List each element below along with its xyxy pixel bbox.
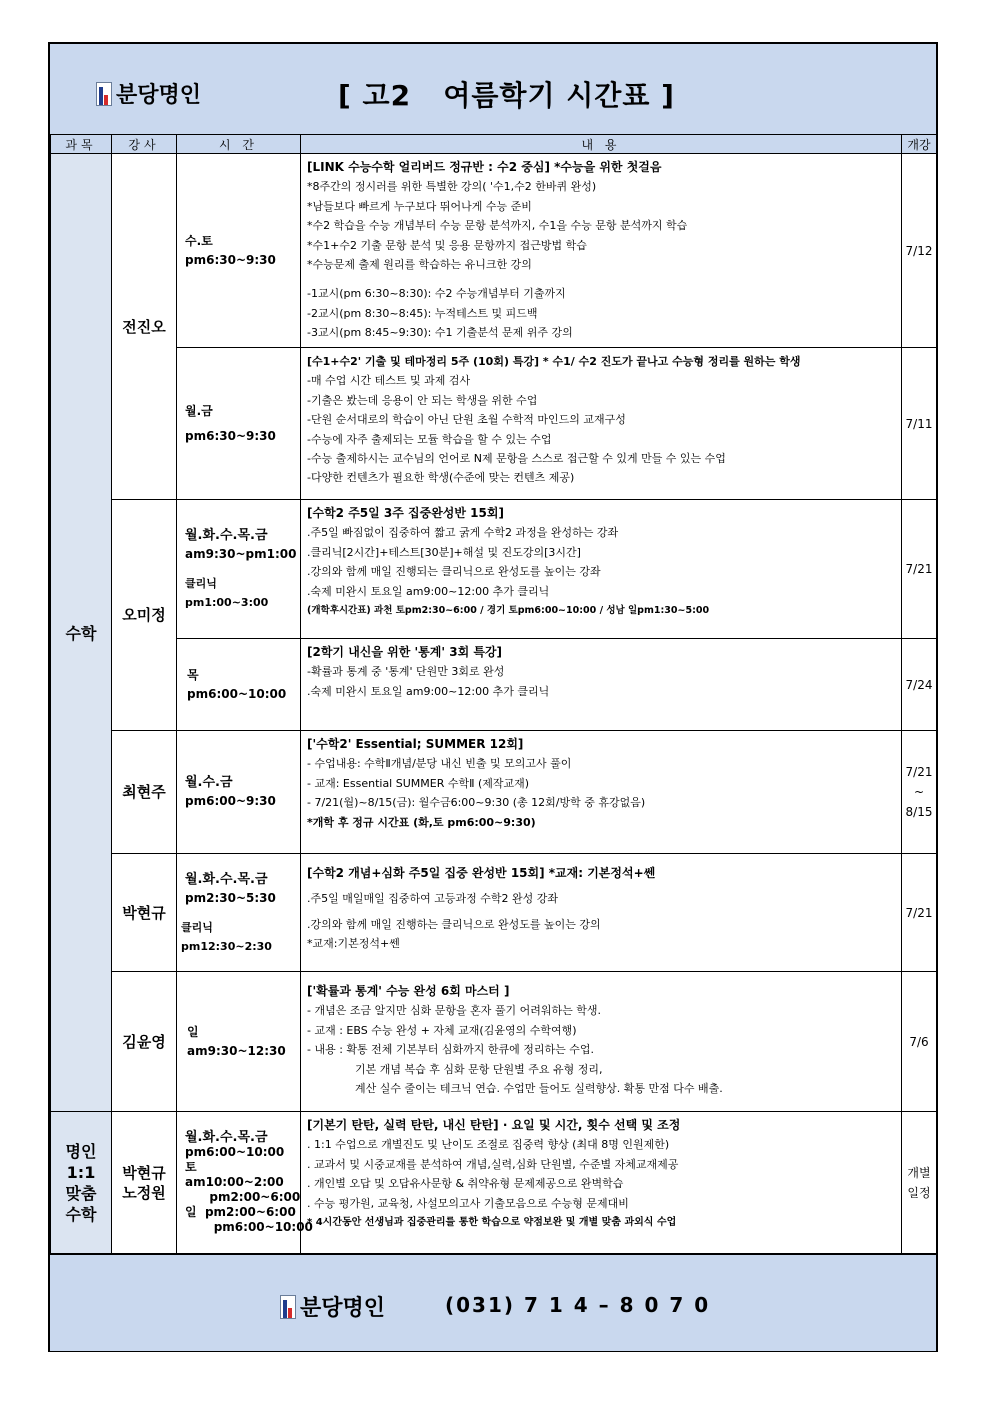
table-row bbox=[51, 154, 937, 348]
content-cell: [수학2 주5일 3주 집중완성반 15회] .주5일 빠짐없이 집중하여 짧고 굵게 수학2 과정을 완성하는 강좌 .클리닉[2시간]+테스트[30분]+해설 및 진도강의[3시간] .강의와 함께 매일 진행되는 클리닉으로 완성도를 높이는 강좌 .숙제 미완시 토요일 am9:00~12:00 추가 클리닉 (개학후시간표) 과천 토pm2:30~6:00 / 경기 토pm6:00~10:00 / 성남 일pm1:30~5:00 bbox=[301, 500, 902, 639]
column-header-time: 시 간 bbox=[177, 135, 301, 154]
subject-cell-math: 수학 bbox=[51, 154, 112, 1112]
footer-brand-name: 분당명인 bbox=[300, 1296, 386, 1321]
subject-cell-private: 명인 1:1 맞춤 수학 bbox=[51, 1112, 112, 1254]
schedule-table bbox=[50, 134, 937, 1254]
start-date-cell: 개별 일정 bbox=[902, 1112, 937, 1254]
content-cell: ['확률과 통계' 수능 완성 6회 마스터 ] - 개념은 조금 알지만 심화 문항을 혼자 풀기 어려워하는 학생. - 교재 : EBS 수능 완성 + 자체 교재(김윤영의 수학여행) - 내용 : 확통 전체 기본부터 심화까지 한큐에 정리하는 수업. 기본 개념 복습 후 심화 문항 단원별 주요 유형 정리, 계산 실수 줄이는 테크닉 연습. 수업만 들어도 실력향상. 확통 만점 다수 배출. bbox=[301, 972, 902, 1112]
brand-mark-icon bbox=[96, 82, 112, 106]
teacher-cell: 박현규 노정원 bbox=[112, 1112, 177, 1254]
brand-logo bbox=[96, 78, 201, 109]
table-row bbox=[51, 500, 937, 639]
time-cell: 목 pm6:00~10:00 bbox=[177, 639, 301, 731]
time-cell: 일 am9:30~12:30 bbox=[177, 972, 301, 1112]
teacher-cell: 김윤영 bbox=[112, 972, 177, 1112]
start-date-cell: 7/21 bbox=[902, 500, 937, 639]
content-cell: [2학기 내신을 위한 '통계' 3회 특강] -확률과 통계 중 '통계' 단원만 3회로 완성 .숙제 미완시 토요일 am9:00~12:00 추가 클리닉 bbox=[301, 639, 902, 731]
start-date-cell: 7/24 bbox=[902, 639, 937, 731]
content-cell: [LINK 수능수학 얼리버드 정규반 : 수2 중심] *수능을 위한 첫걸음 *8주간의 정시러를 위한 특별한 강의( '수1,수2 한바퀴 완성) *남들보다 빠르게 누구보다 뛰어나게 수능 준비 *수2 학습을 수능 개념부터 수능 문항 분석까지, 수1을 수능 문항 분석까지 학습 *수1+수2 기출 문항 분석 및 응용 문항까지 접근방법 학습 *수능문제 출제 원리를 학습하는 유니크한 강의 -1교시(pm 6:30~8:30): 수2 수능개념부터 기출까지 -2교시(pm 8:30~8:45): 누적테스트 및 피드백 -3교시(pm 8:45~9:30): 수1 기출분석 문제 위주 강의 bbox=[301, 154, 902, 348]
phone-number: (031) 7 1 4 – 8 0 7 0 bbox=[445, 1293, 711, 1317]
table-row bbox=[51, 348, 937, 500]
time-cell: 월.화.수.목.금 am9:30~pm1:00 클리닉pm1:00~3:00 bbox=[177, 500, 301, 639]
teacher-cell: 전진오 bbox=[112, 154, 177, 500]
brand-name: 분당명인 bbox=[116, 83, 202, 108]
timetable-page bbox=[48, 42, 938, 1352]
table-row bbox=[51, 972, 937, 1112]
column-header-content: 내 용 bbox=[301, 135, 902, 154]
page-header bbox=[50, 44, 936, 135]
column-header-teacher: 강사 bbox=[112, 135, 177, 154]
start-date-cell: 7/12 bbox=[902, 154, 937, 348]
content-cell: ['수학2' Essential; SUMMER 12회] - 수업내용: 수학Ⅱ개념/분당 내신 빈출 및 모의고사 풀이 - 교재: Essential SUMMER 수학Ⅱ (제작교재) - 7/21(월)~8/15(금): 월수금6:00~9:30 (총 12회/방학 중 휴강없음) *개학 후 정규 시간표 (화,토 pm6:00~9:30) bbox=[301, 731, 902, 854]
footer-brand-logo bbox=[280, 1291, 385, 1322]
table-row bbox=[51, 731, 937, 854]
page-footer bbox=[50, 1254, 936, 1351]
table-row bbox=[51, 854, 937, 972]
content-cell: [수학2 개념+심화 주5일 집중 완성반 15회] *교재: 기본정석+쎈 .주5일 매일매일 집중하여 고등과정 수학2 완성 강좌 .강의와 함께 매일 진행하는 클리닉으로 완성도를 높이는 강의 *교재:기본정석+쎈 bbox=[301, 854, 902, 972]
content-cell: [수1+수2' 기출 및 테마정리 5주 (10회) 특강] * 수1/ 수2 진도가 끝나고 수능형 정리를 원하는 학생 -매 수업 시간 테스트 및 과제 검사 -기출은 봤는데 응용이 안 되는 학생을 위한 수업 -단원 순서대로의 학습이 아닌 단원 초월 수학적 마인드의 교재구성 -수능에 자주 출제되는 모듈 학습을 할 수 있는 수업 -수능 출제하시는 교수님의 언어로 N제 문항을 스스로 접근할 수 있게 만들 수 있는 수업 -다양한 컨텐츠가 필요한 학생(수준에 맞는 컨텐츠 제공) bbox=[301, 348, 902, 500]
table-row bbox=[51, 1112, 937, 1254]
time-cell: 월.화.수.목.금 pm2:30~5:30 클리닉pm12:30~2:30 bbox=[177, 854, 301, 972]
table-header-row bbox=[51, 135, 937, 154]
time-cell: 월.수.금 pm6:00~9:30 bbox=[177, 731, 301, 854]
start-date-cell: 7/21 ~ 8/15 bbox=[902, 731, 937, 854]
table-row bbox=[51, 639, 937, 731]
content-cell: [기본기 탄탄, 실력 탄탄, 내신 탄탄] · 요일 및 시간, 횟수 선택 및 조정 . 1:1 수업으로 개별진도 및 난이도 조절로 집중력 향상 (최대 8명 인원제한) . 교과서 및 시중교재를 분석하여 개념,실력,심화 단원별, 수준별 자체교재제공 . 개인별 오답 및 오답유사문항 & 취약유형 문제제공으로 완벽학습 . 수능 평가원, 교육청, 사설모의고사 기출모음으로 수능형 문제대비 * 4시간동안 선생님과 집중관리를 통한 학습으로 약점보완 및 개별 맞춤 과외식 수업 bbox=[301, 1112, 902, 1254]
teacher-cell: 박현규 bbox=[112, 854, 177, 972]
start-date-cell: 7/21 bbox=[902, 854, 937, 972]
page-title: [ 고2 여름학기 시간표 ] bbox=[338, 79, 675, 112]
column-header-subject: 과목 bbox=[51, 135, 112, 154]
start-date-cell: 7/6 bbox=[902, 972, 937, 1112]
teacher-cell: 오미정 bbox=[112, 500, 177, 731]
teacher-cell: 최현주 bbox=[112, 731, 177, 854]
column-header-start: 개강 bbox=[902, 135, 937, 154]
start-date-cell: 7/11 bbox=[902, 348, 937, 500]
time-cell: 월.화.수.목.금 pm6:00~10:00 토 am10:00~2:00 pm2:00~6:00 일 pm2:00~6:00 pm6:00~10:00 bbox=[177, 1112, 301, 1254]
time-cell: 수.토 pm6:30~9:30 bbox=[177, 154, 301, 348]
time-cell: 월.금 pm6:30~9:30 bbox=[177, 348, 301, 500]
brand-mark-icon bbox=[280, 1295, 296, 1319]
